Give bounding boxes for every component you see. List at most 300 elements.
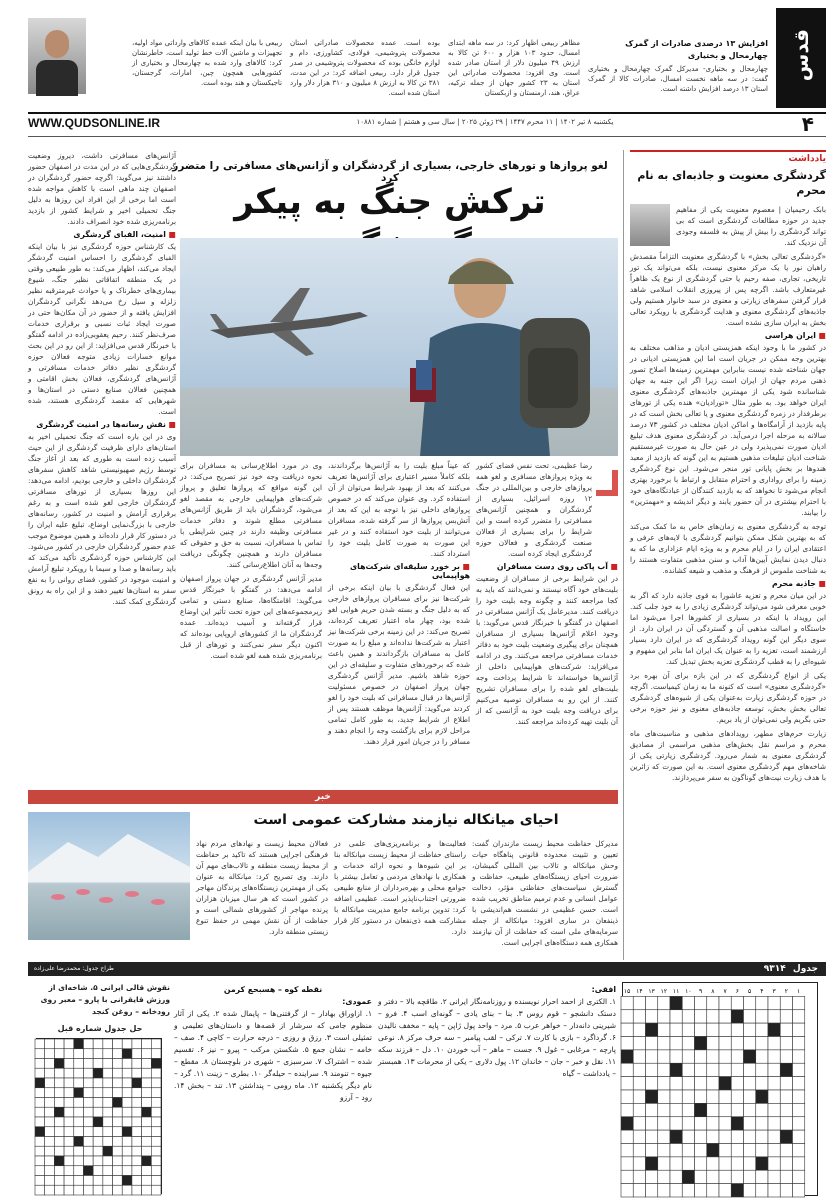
grid-cell	[646, 1077, 658, 1090]
grid-cell	[132, 1156, 142, 1166]
grid-cell	[103, 1068, 113, 1078]
grid-cell	[731, 1050, 743, 1063]
grid-cell	[756, 1023, 768, 1036]
grid-cell	[633, 1090, 645, 1103]
grid-cell	[103, 1117, 113, 1127]
grid-col-number: ۱۰	[685, 988, 692, 996]
grid-cell	[64, 1146, 74, 1156]
grid-cell	[113, 1078, 123, 1088]
grid-cell	[122, 1088, 132, 1098]
grid-col-number: ۱۳	[648, 988, 655, 996]
grid-cell	[54, 1117, 64, 1127]
khabar-photo	[28, 812, 190, 940]
grid-cell	[756, 1077, 768, 1090]
grid-col-number: ۱۴	[636, 988, 643, 996]
grid-cell	[64, 1068, 74, 1078]
grid-cell	[633, 1103, 645, 1116]
grid-cell	[45, 1127, 55, 1137]
grid-cell	[54, 1088, 64, 1098]
grid-cell	[719, 1023, 731, 1036]
grid-cell	[682, 1090, 694, 1103]
grid-cell	[93, 1185, 103, 1195]
grid-col-number: ۵	[748, 988, 752, 996]
grid-cell	[621, 1063, 633, 1076]
grid-cell	[670, 1157, 682, 1170]
grid-cell	[707, 1010, 719, 1023]
grid-cell	[142, 1059, 152, 1069]
sidebar	[630, 150, 826, 960]
grid-cell	[670, 1063, 682, 1076]
grid-cell	[64, 1049, 74, 1059]
grid-cell	[122, 1068, 132, 1078]
grid-cell	[719, 1010, 731, 1023]
main-subhead-a-text: امنیت، الفبای گردشگری	[73, 230, 166, 239]
grid-cell	[793, 1037, 805, 1050]
grid-cell	[793, 1090, 805, 1103]
solution-title: حل جدول شماره قبل	[57, 1024, 143, 1033]
grid-cell	[744, 996, 756, 1009]
main-subhead-b-text: نقش رسانه‌ها در امنیت گردشگری	[36, 420, 166, 429]
grid-cell	[731, 1090, 743, 1103]
grid-cell	[113, 1137, 123, 1147]
grid-cell	[64, 1088, 74, 1098]
grid-cell	[695, 1170, 707, 1183]
solution-grid	[36, 1038, 162, 1194]
grid-cell	[793, 1023, 805, 1036]
grid-cell	[113, 1156, 123, 1166]
main-col3-b: این فعال گردشگری با بیان اینکه برخی از شرکت‌ها نیز برای مسافران پروازهای خارجی که به دلیل جنگ و بسته شدن حریم هوایی لغو شده بود، چهار ماه اعتبار تعریف کرده‌اند، تصریح می‌کند: در این زمینه برخی شرکت‌ها نیز اعتبار به شرکت‌ها نداده‌اند و مبلغ را به صورت کامل به مسافران بازگرداندند و همین باعث شده که برخوردهای متفاوت و سلیقه‌ای در این حوزه شاهد باشیم. مدیر آژانس گردشگری جهان پرواز اصفهان در خصوص مسئولیت آژانس‌ها در قبال مسافرانی که بلیت خود را لغو کردند می‌گوید: آژانس‌ها موظف هستند پس از اطلاع از شرایط جدید، به طور کامل تمامی مراحل لازم برای بازگشت وجه را انجام دهند و مسافر را در جریان امور قرار دهند.	[328, 583, 470, 746]
grid-cell	[64, 1166, 74, 1176]
grid-cell	[45, 1146, 55, 1156]
main-photo-svg	[180, 238, 618, 456]
grid-cell	[707, 1050, 719, 1063]
grid-cell	[64, 1078, 74, 1088]
grid-cell	[621, 1170, 633, 1183]
grid-cell	[707, 1103, 719, 1116]
grid-cell	[122, 1059, 132, 1069]
grid-cell	[682, 1157, 694, 1170]
grid-cell	[658, 1023, 670, 1036]
grid-cell	[756, 1184, 768, 1197]
grid-cell	[756, 1117, 768, 1130]
grid-cell	[744, 1103, 756, 1116]
grid-cell	[707, 1090, 719, 1103]
grid-cell	[707, 1130, 719, 1143]
grid-cell	[621, 1090, 633, 1103]
grid-cell	[45, 1098, 55, 1108]
grid-cell	[45, 1176, 55, 1186]
grid-cell	[658, 1117, 670, 1130]
grid-cell	[83, 1117, 93, 1127]
sidebar-body-2: در کشور ما با وجود اینکه همزیستی ادیان و مذاهب مختلف به بهترین وجه ممکن در جریان است اما این همزیستی ادیانی در جهان شناخته شده نیست بنابراین مهمترین زمینه‌ها اصلاح تصور ذهنی مردم جهان از ایران است زیرا اگر این جنبه به جهان شناسانده شود یکی از مهمترین جاذبه‌های گردشگری معنوی ایران خواهد بود. به طور مثال «تورادیان» هنده یکی از تورهای برطرفدار در زمره گردشگری معنوی و یا تعالی بخش است که در پایه بازدید از آرامگاه‌ها و اماکن ادیان مختلف در کشور ۷۳ درصد سالانه به مرحله اجرا درمی‌آید. در گردشگری معنوی هدف تبلیغ ادیان صورت نمی‌پذیرد ولی در عین حال به صورت غیرمستقیم شناخت ادیان تبلیغات مذهبی هستیم به این گونه که بازدید از معبد هندوها بر بخش پایانی تور منجر می‌شود. این نوع گردشگری زمینه را برای رواداری و احترام متقابل و ارتباط با برخورد بهتری انجام می‌شود تا نخواهد که به بازدید کنندگان از عبادتگاه‌های خود با احترام بیشتری در آن حضور یابند و دیگر اندیشه و «مهمترین» را بیابند.	[630, 343, 827, 517]
grid-cell	[54, 1146, 64, 1156]
grid-cell	[45, 1049, 55, 1059]
crossword-header-bar	[28, 962, 826, 976]
grid-cell	[132, 1166, 142, 1176]
grid-cell	[744, 1144, 756, 1157]
grid-cell	[719, 1157, 731, 1170]
grid-cell	[74, 1098, 84, 1108]
header-rule	[28, 112, 826, 114]
grid-cell	[695, 1090, 707, 1103]
grid-cell	[132, 1088, 142, 1098]
grid-cell	[122, 1166, 132, 1176]
grid-cell	[103, 1098, 113, 1108]
main-col3	[328, 460, 470, 790]
grid-cell	[633, 1010, 645, 1023]
page-number: ۴	[801, 112, 814, 136]
khabar-label: خبر	[315, 792, 331, 802]
grid-cell	[780, 1063, 792, 1076]
grid-cell	[74, 1049, 84, 1059]
grid-cell	[670, 1170, 682, 1183]
grid-cell	[35, 1098, 45, 1108]
grid-cell	[83, 1137, 93, 1147]
grid-cell	[756, 1050, 768, 1063]
grid-cell	[780, 1010, 792, 1023]
sidebar-subhead-1-text: ایران هراسی	[764, 331, 816, 340]
grid-cell	[756, 1037, 768, 1050]
grid-cell	[83, 1176, 93, 1186]
grid-cell	[142, 1078, 152, 1088]
grid-cell	[658, 1037, 670, 1050]
grid-cell	[670, 1184, 682, 1197]
grid-cell	[744, 1090, 756, 1103]
crossword-grid[interactable]	[622, 982, 818, 1196]
traveler-figure	[410, 258, 590, 456]
grid-cell	[103, 1156, 113, 1166]
grid-cell	[93, 1088, 103, 1098]
grid-cell	[122, 1078, 132, 1088]
grid-cell	[731, 1023, 743, 1036]
crossword-grid-svg[interactable]	[621, 983, 817, 1197]
grid-cell	[707, 1023, 719, 1036]
grid-cell	[695, 1063, 707, 1076]
grid-cell	[731, 1130, 743, 1143]
grid-cell	[103, 1039, 113, 1049]
grid-cell	[682, 1144, 694, 1157]
grid-cell	[756, 1103, 768, 1116]
dropcap-mark	[596, 470, 618, 496]
grid-cell	[93, 1078, 103, 1088]
grid-cell	[768, 1170, 780, 1183]
grid-cell	[54, 1107, 64, 1117]
grid-cell	[45, 1068, 55, 1078]
grid-cell	[35, 1088, 45, 1098]
grid-cell	[142, 1117, 152, 1127]
grid-cell	[93, 1166, 103, 1176]
grid-cell	[35, 1166, 45, 1176]
grid-cell	[633, 1050, 645, 1063]
masthead-logo	[776, 8, 826, 108]
grid-cell	[122, 1117, 132, 1127]
grid-cell	[122, 1185, 132, 1195]
grid-cell	[633, 1130, 645, 1143]
khabar-col3: فعالان محیط زیست و نهادهای مردم نهاد فرهنگی اجرایی هستند که تاکید بر حفاظت از محیط زیست منطقه و تالاب‌های مهم آن دارند. وی تصریح کرد: میانکاله به عنوان یکی از مهمترین زیستگاه‌های پرندگان مهاجر در کشور است که هر سال میزبان هزاران پرنده مهاجر از کشورهای شمالی است و حفاظت از آن نقش مهمی در حفظ تنوع زیستی منطقه دارد.	[196, 839, 328, 936]
grid-col-number: ۷	[723, 988, 727, 996]
clues-down-text: ۱. ازاوراق بهادار – از گرفتنی‌ها – پایمال شده ۲. یکی از آثار منظوم جامی که سرشار از قصه‌ها و داستان‌های تعلیمی و تمثیلی است ۳. رزق و روزی – درجه حرارت – کاچی ۴. صف – خامه – نشان جمع ۵. شکستن مرکب – پیرو – نیز ۶. تقسیم شده – اشتراک ۷. سرسبزی – شهری در بلوچستان ۸. مقطع – جیوه – تنومند ۹. سراینده – حیله‌گر ۱۰. بطری – زینت ۱۱. گرد – نام دیگر یکشنبه ۱۲. ماه رومی – پنداشتن ۱۳. تند – بخش ۱۴. رود – آرزو	[174, 1009, 372, 1102]
grid-cell	[151, 1059, 161, 1069]
khabar-bar	[28, 790, 618, 804]
grid-cell	[113, 1049, 123, 1059]
grid-cell	[731, 1184, 743, 1197]
grid-cell	[142, 1107, 152, 1117]
grid-cell	[35, 1059, 45, 1069]
main-col2	[180, 460, 322, 790]
main-col2-a: وی در مورد اطلاع‌رسانی به مسافران برای نحوه دریافت وجه خود نیز تصریح می‌کند: در این گونه مواقع که پروازها تعلیق و پرواز شرکت‌های هواپیمایی خارجی به مقصد لغو می‌شود، گردشگران باید از طریق آژانس‌های مسافرتی مطلع شوند و دفاتر خدمات مسافرتی وظیفه دارند در چنین شرایطی با تماس با مسافران، نسبت به حق و حقوقی که مسافران دارند و همچنین چگونگی دریافت وجه‌ها به آنان اطلاع‌رسانی کنند.	[180, 461, 322, 569]
grid-cell	[780, 1090, 792, 1103]
grid-cell	[682, 1184, 694, 1197]
grid-cell	[132, 1137, 142, 1147]
grid-cell	[707, 1063, 719, 1076]
grid-cell	[35, 1185, 45, 1195]
grid-cell	[793, 1117, 805, 1130]
grid-cell	[132, 1059, 142, 1069]
grid-cell	[64, 1117, 74, 1127]
grid-cell	[64, 1107, 74, 1117]
grid-cell	[646, 1050, 658, 1063]
grid-col-number: ۳	[772, 988, 776, 996]
grid-cell	[793, 1184, 805, 1197]
grid-cell	[633, 1037, 645, 1050]
grid-cell	[695, 1037, 707, 1050]
grid-cell	[658, 1090, 670, 1103]
grid-cell	[83, 1078, 93, 1088]
grid-cell	[113, 1039, 123, 1049]
grid-cell	[707, 1077, 719, 1090]
grid-cell	[756, 1130, 768, 1143]
grid-cell	[682, 1063, 694, 1076]
grid-cell	[646, 1103, 658, 1116]
grid-cell	[695, 1130, 707, 1143]
grid-cell	[744, 1157, 756, 1170]
grid-cell	[35, 1068, 45, 1078]
grid-cell	[122, 1146, 132, 1156]
grid-cell	[122, 1107, 132, 1117]
grid-cell	[74, 1078, 84, 1088]
grid-cell	[103, 1137, 113, 1147]
flamingo-scene	[28, 812, 190, 940]
grid-cell	[780, 1117, 792, 1130]
grid-cell	[695, 1077, 707, 1090]
main-kicker: لغو پرواز‌ها و تورهای خارجی، بسیاری از گردشگران و آژانس‌های مسافرتی را متضرر کرد	[172, 160, 608, 184]
grid-cell	[113, 1068, 123, 1078]
grid-cell	[780, 1130, 792, 1143]
grid-cell	[695, 1184, 707, 1197]
grid-cell	[633, 1170, 645, 1183]
grid-col-number: ۱۱	[672, 988, 680, 996]
grid-cell	[54, 1176, 64, 1186]
grid-cell	[103, 1107, 113, 1117]
grid-cell	[35, 1078, 45, 1088]
grid-col-number: ۱۲	[660, 988, 668, 996]
grid-col-number: ۱۵	[623, 988, 631, 996]
grid-cell	[54, 1039, 64, 1049]
main-intro-col	[28, 150, 176, 790]
grid-cell	[731, 1117, 743, 1130]
clue-right-col: نقوش قالی ایرانی ۵. شاخه‌ای از ورزش قایقرانی با پارو – معبر روی رودخانه – روغن کنجد	[40, 983, 170, 1016]
grid-cell	[707, 1144, 719, 1157]
grid-cell	[670, 1090, 682, 1103]
grid-cell	[45, 1078, 55, 1088]
grid-cell	[768, 1050, 780, 1063]
grid-cell	[93, 1176, 103, 1186]
grid-cell	[756, 1144, 768, 1157]
clues-across	[378, 982, 616, 1196]
grid-cell	[658, 1103, 670, 1116]
grid-col-number: ۶	[735, 988, 739, 996]
grid-cell	[744, 1023, 756, 1036]
grid-cell	[74, 1039, 84, 1049]
grid-col-number: ۱	[797, 988, 801, 996]
grid-cell	[646, 1157, 658, 1170]
grid-cell	[54, 1098, 64, 1108]
grid-cell	[132, 1049, 142, 1059]
grid-cell	[93, 1146, 103, 1156]
grid-cell	[35, 1146, 45, 1156]
grid-cell	[768, 1184, 780, 1197]
sidebar-body-1: «گردشگری تعالی بخش» با گردشگری معنویت التزاماً مقصدش راهبان نور یا یک مرکز معنوی نیست، بلکه می‌تواند یک تور تاریخی، تجاری، صفه رحیم یا حتی گردشگری از نوع یک ظاهراً غیرمتعارف باشد. اگرچه پس از پیروزی انقلاب اسلامی شاهد قرار گرفتن سفرهای زیارتی و معنوی در سبد خانوار هستیم ولی جاذبه‌های گردشگری معنوی و هدایت گردشگری با رویکرد تعالی بخش به ایران سازی نشده است.	[630, 252, 826, 327]
grid-cell	[621, 1184, 633, 1197]
grid-cell	[793, 1157, 805, 1170]
grid-cell	[35, 1107, 45, 1117]
grid-cell	[719, 1103, 731, 1116]
grid-cell	[74, 1137, 84, 1147]
grid-cell	[122, 1176, 132, 1186]
site-url[interactable]: WWW.QUDSONLINE.IR	[28, 116, 160, 130]
grid-cell	[35, 1049, 45, 1059]
grid-cell	[621, 1117, 633, 1130]
grid-cell	[670, 1103, 682, 1116]
grid-cell	[93, 1059, 103, 1069]
grid-cell	[74, 1127, 84, 1137]
grid-cell	[670, 1037, 682, 1050]
grid-cell	[621, 996, 633, 1009]
grid-cell	[142, 1185, 152, 1195]
grid-cell	[768, 1037, 780, 1050]
grid-cell	[151, 1156, 161, 1166]
grid-cell	[45, 1059, 55, 1069]
grid-cell	[793, 996, 805, 1009]
grid-cell	[646, 1117, 658, 1130]
grid-cell	[93, 1098, 103, 1108]
grid-cell	[695, 996, 707, 1009]
grid-cell	[132, 1098, 142, 1108]
header-col3: بوده است. عمده محصولات صادراتی استان محصولات پتروشیمی، فولادی، کشاورزی، دام و لوازم خانگی بوده که محصولات پتروشیمی در صدر جدول قرار دارد. ربیعی اضافه کرد: در این مدت، ۳۸۱ تن کالا به ارزش ۸ میلیون و ۳۱۰ هزار دلار وارد استان شده است.	[290, 39, 441, 97]
main-col2-b: مدیر آژانس گردشگری در جهان پرواز اصفهان ادامه می‌دهد: در گفتگو با خبرنگار قدس می‌گوید: اقامتگاه‌ها، صنایع دستی و تمامی زیرمجموعه‌های این حوزه تحت تأثیر این اوضاع قرار گرفته‌اند و آسیب دیده‌اند. عمده گردشگران ما از کشورهای اروپایی بوده‌اند که اکنون دیگر سفر نمی‌کنند و تورهای از قبل برنامه‌ریزی شده همه لغو شده است.	[180, 574, 322, 660]
grid-cell	[142, 1146, 152, 1156]
grid-cell	[74, 1088, 84, 1098]
grid-cell	[151, 1127, 161, 1137]
grid-cell	[768, 996, 780, 1009]
crossword-number: ۹۳۱۴	[763, 964, 786, 974]
grid-cell	[695, 1117, 707, 1130]
grid-cell	[707, 1117, 719, 1130]
grid-cell	[151, 1137, 161, 1147]
header-news-title: افزایش ۱۳ درصدی صادرات از گمرک چهارمحال و بختیاری	[625, 39, 768, 60]
grid-cell	[719, 1063, 731, 1076]
grid-cell	[780, 1077, 792, 1090]
grid-cell	[151, 1088, 161, 1098]
grid-cell	[45, 1107, 55, 1117]
sidebar-body-5: یکی از انواع گردشگری که در این بازه برای آن بهره برد «گردشگری معنوی» است که کنونه ما به زمان کیمیاست. اگرچه در حوزه گردشگری زیارت به‌عنوان یکی از شیوه‌های گردشگری تعالی بخش بخش، توسعه جاذبه‌های معنوی و نیز حوزه برخی حتی بگریم ولی نمی‌توان از یاد بریم.	[630, 671, 826, 724]
clues-down-label: عمودی:	[342, 997, 372, 1006]
grid-cell	[93, 1107, 103, 1117]
header-news-block	[588, 38, 768, 108]
grid-cell	[744, 1050, 756, 1063]
grid-cell	[35, 1156, 45, 1166]
main-photo	[180, 238, 618, 456]
grid-cell	[707, 1170, 719, 1183]
grid-cell	[670, 1050, 682, 1063]
grid-cell	[646, 1037, 658, 1050]
grid-cell	[113, 1059, 123, 1069]
grid-cell	[122, 1049, 132, 1059]
grid-cell	[93, 1156, 103, 1166]
grid-cell	[103, 1166, 113, 1176]
grid-cell	[64, 1059, 74, 1069]
grid-cell	[45, 1039, 55, 1049]
grid-cell	[744, 1063, 756, 1076]
grid-col-number: ۹	[699, 988, 703, 996]
grid-cell	[103, 1049, 113, 1059]
grid-cell	[93, 1039, 103, 1049]
grid-cell	[731, 1144, 743, 1157]
grid-cell	[780, 1023, 792, 1036]
grid-cell	[113, 1146, 123, 1156]
grid-cell	[768, 1144, 780, 1157]
grid-cell	[35, 1117, 45, 1127]
grid-cell	[695, 1157, 707, 1170]
grid-cell	[64, 1098, 74, 1108]
grid-cell	[83, 1088, 93, 1098]
grid-cell	[103, 1185, 113, 1195]
crossword-label-text: جدول	[792, 964, 818, 974]
grid-cell	[122, 1098, 132, 1108]
grid-cell	[64, 1176, 74, 1186]
grid-cell	[670, 1117, 682, 1130]
grid-cell	[768, 1157, 780, 1170]
grid-cell	[122, 1156, 132, 1166]
grid-cell	[633, 996, 645, 1009]
grid-cell	[113, 1117, 123, 1127]
grid-cell	[695, 1023, 707, 1036]
grid-cell	[151, 1068, 161, 1078]
grid-cell	[142, 1137, 152, 1147]
grid-cell	[756, 1010, 768, 1023]
grid-cell	[756, 1063, 768, 1076]
sidebar-divider	[623, 150, 624, 960]
main-intro: آژانس‌های مسافرتی داشت، دیروز وضعیت گردشگری‌هایی که در این مدت در اصفهان حضور داشتند نیز می‌گوید: اگرچه حضور گردشگران در اصفهان چند ماهی است با کاهش مواجه شده است اما برخی از این افراد این روزها به دلیل جنگ تحمیلی اخیر و شرایط کشور از بازدید برنامه‌ریزی شده خود انصراف دادند.	[28, 151, 176, 226]
solution-grid-svg	[35, 1039, 161, 1195]
grid-cell	[151, 1166, 161, 1176]
grid-cell	[132, 1117, 142, 1127]
grid-cell	[54, 1068, 64, 1078]
khabar-col1: مدیرکل حفاظت محیط زیست مازندران گفت: تعیین و تثبیت محدوده قانونی پناهگاه حیات وحش میانکاله و تالاب بین المللی گمیشان، ضرورت احیای زیستگاه‌های طبیعی، حفاظت و گسترش سیاست‌های حفاظتی مؤثر، دخالت عوامل انسانی و عدم ترمیم مناطق تخریب شده است. حسن عظیمی در نشست هم‌اندیشی با ذینفعان در ساری افزود: میانکاله از جمله سرمایه‌های ملی است که حفاظت از آن نیازمند همکاری همه دستگاه‌های اجرایی است.	[472, 839, 618, 947]
grid-cell	[793, 1103, 805, 1116]
grid-cell	[731, 996, 743, 1009]
crossword-grid-title: نقطه کوه – هسبحع کرمن	[223, 985, 323, 994]
grid-cell	[93, 1137, 103, 1147]
grid-cell	[122, 1137, 132, 1147]
main-col1-b: وی در این باره است که جنگ تحمیلی اخیر به استان‌های دارای ظرفیت گردشگری از این حیث آسیب زده است به طوری که بعد از آغاز جنگ توسط رژیم صهیونیستی شاهد کاهش سفرهای گردشگران داخلی و خارجی بودیم، ادامه می‌دهد: این روزها بسیاری از تورهای مسافرتی گردشگران خارجی لغو شده است و به رغم برقراری آرامش و امنیت در کشور، رسانه‌های خارجی با بزرگ‌نمایی اوضاع، تبلیغ علیه ایران را در دستور کار قرار داده‌اند و همین موضوع موجب عدم حضور گردشگران خارجی در کشور می‌شود. این کارشناس حوزه گردشگری تأکید می‌کند که باید رسانه‌ها و صدا و سیما با رویکرد تبلیغ آرامش و امنیت موجود در کشور، فضای روانی را به نفع سفر به استان‌ها تغییر دهند و از این راه به رونق گردشگری کمک کنند.	[28, 432, 176, 606]
grid-cell	[793, 1170, 805, 1183]
grid-cell	[74, 1156, 84, 1166]
grid-cell	[621, 1144, 633, 1157]
grid-cell	[682, 1077, 694, 1090]
grid-cell	[142, 1049, 152, 1059]
grid-cell	[45, 1137, 55, 1147]
